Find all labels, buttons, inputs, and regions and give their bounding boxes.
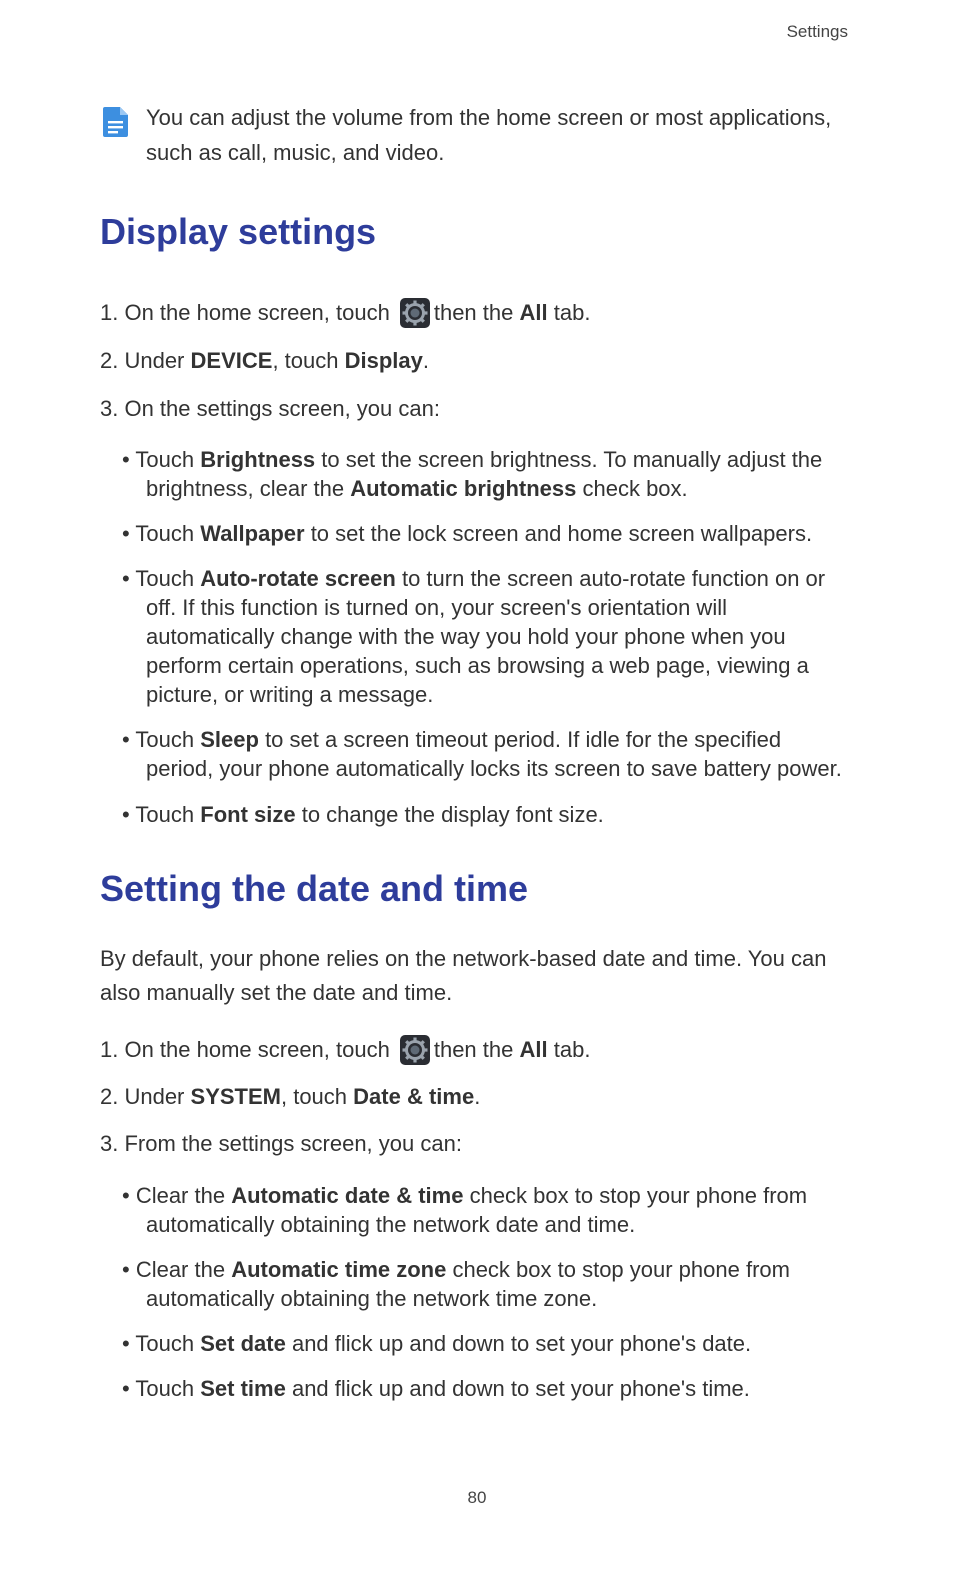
settings-gear-icon [400, 298, 430, 328]
date-time-intro: By default, your phone relies on the network-based date and time. You can also manually set the date and time. [100, 946, 827, 1005]
bullet-wallpaper: • Touch Wallpaper to set the lock screen and home screen wallpapers. [122, 521, 813, 546]
display-step-2: 2. Under DEVICE, touch Display. [100, 348, 429, 373]
note-icon [102, 106, 130, 138]
datetime-step-1: 1. On the home screen, touch then the All tab. [100, 1035, 590, 1065]
datetime-step-2: 2. Under SYSTEM, touch Date & time. [100, 1084, 481, 1109]
bullet-sleep: • Touch Sleep to set a screen timeout period. If idle for the specified period, your phone automatically locks its screen to save battery power. [122, 727, 842, 781]
bullet-automatic-date-time: • Clear the Automatic date & time check box to stop your phone from automatically obtaining the network date and time. [122, 1183, 808, 1237]
bullet-auto-rotate: • Touch Auto-rotate screen to turn the screen auto-rotate function on or off. If this function is turned on, your screen's orientation will automatically change with the way you hold your phone when you perform certain operations, such as browsing a web page, viewing a picture, or writing a message. [122, 566, 826, 707]
display-step-3: 3. On the settings screen, you can: [100, 396, 440, 421]
display-settings-heading: Display settings [100, 211, 377, 252]
bullet-automatic-time-zone: • Clear the Automatic time zone check box to stop your phone from automatically obtaining the network time zone. [122, 1257, 790, 1311]
running-header: Settings [786, 22, 848, 41]
page-number: 80 [467, 1488, 487, 1507]
date-time-heading: Setting the date and time [100, 868, 529, 909]
bullet-font-size: • Touch Font size to change the display font size. [122, 802, 604, 827]
bullet-set-time: • Touch Set time and flick up and down to set your phone's time. [122, 1376, 750, 1401]
settings-gear-icon [400, 1035, 430, 1065]
bullet-brightness: • Touch Brightness to set the screen brightness. To manually adjust the brightness, clear the Automatic brightness check box. [122, 447, 823, 501]
bullet-set-date: • Touch Set date and flick up and down to set your phone's date. [122, 1331, 752, 1356]
datetime-step-3: 3. From the settings screen, you can: [100, 1131, 462, 1156]
display-step-1: 1. On the home screen, touch then the All tab. [100, 298, 590, 328]
note-text: You can adjust the volume from the home screen or most applications, such as call, music, and video. [146, 105, 832, 165]
